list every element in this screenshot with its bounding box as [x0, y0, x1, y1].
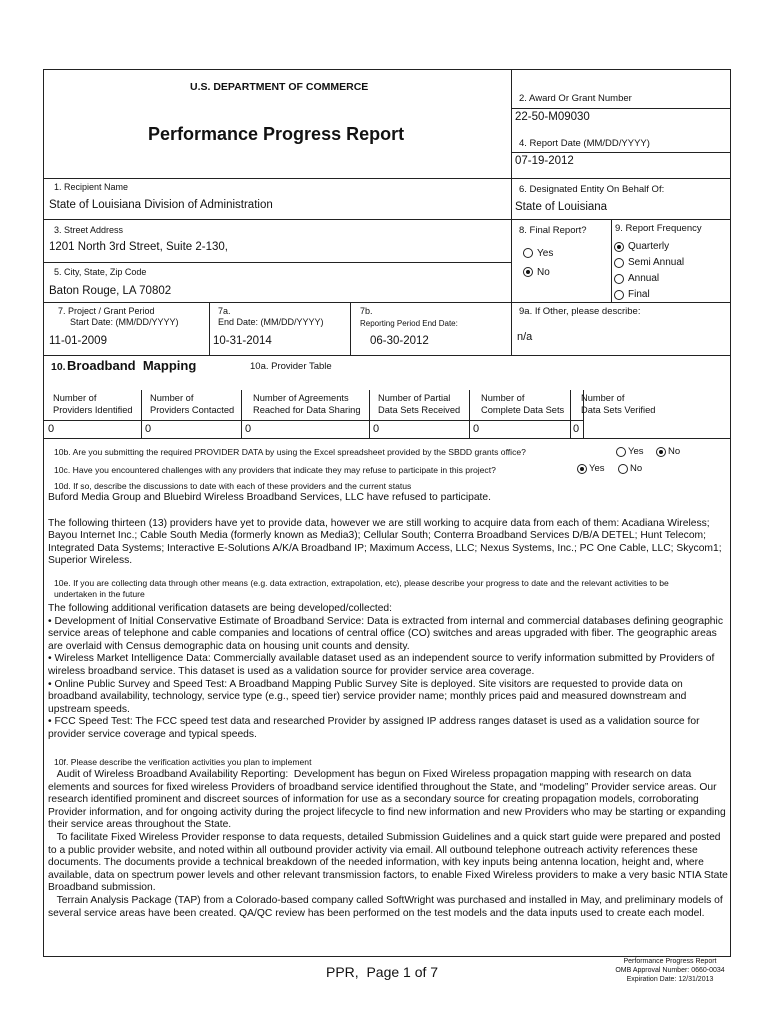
rule-provider-col-3	[369, 390, 370, 438]
city-state-zip-label: 5. City, State, Zip Code	[54, 267, 147, 277]
final-report-yes-radio[interactable]	[523, 248, 533, 258]
q10c-yes-label: Yes	[589, 463, 605, 474]
q10c-no-radio[interactable]	[618, 464, 628, 474]
col-providers-identified-line1: Number of	[53, 393, 97, 403]
rule-provider-col-5	[570, 390, 571, 438]
rule-provider-col-2	[241, 390, 242, 438]
report-date-label: 4. Report Date (MM/DD/YYYY)	[519, 138, 650, 149]
page-number: PPR, Page 1 of 7	[326, 964, 439, 980]
question-10c: 10c. Have you encountered challenges with any providers that indicate they may refuse to participate in this project?	[54, 465, 496, 475]
rule-provider-col-4	[469, 390, 470, 438]
col-agreements-line1: Number of Agreements	[253, 393, 349, 403]
answer-10e[interactable]	[48, 603, 728, 742]
recipient-name-value[interactable]: State of Louisiana Division of Administration	[49, 199, 273, 211]
question-10d: 10d. If so, describe the discussions to date with each of these providers and the current status	[54, 481, 412, 491]
col-verified-sets-line2: Data Sets Verified	[581, 405, 656, 415]
street-address-label: 3. Street Address	[54, 225, 124, 235]
end-date-label-line2: End Date: (MM/DD/YYYY)	[218, 317, 324, 327]
footer-omb-number: OMB Approval Number: 0660-0034	[615, 967, 725, 974]
value-providers-contacted[interactable]: 0	[145, 423, 152, 435]
start-date-label-line1: 7. Project / Grant Period	[58, 306, 155, 316]
frequency-quarterly-radio[interactable]	[614, 242, 624, 252]
final-report-no-radio[interactable]	[523, 267, 533, 277]
street-address-value[interactable]: 1201 North 3rd Street, Suite 2-130,	[49, 241, 228, 253]
q10b-yes-label: Yes	[628, 446, 644, 457]
answer-10f-audit: Audit of Wireless Broadband Availability Reporting: Development has begun on Fixed Wireless propagation mapping with research on data elements and sources for fixed wireless Providers of broadband service identified throughout the State, and “modeling” Provider service areas. Our research identified prominent and discreet sources of information for use as a secondary source for creating propagation models, corroborating Provider information, and for ongoing activity during the project lifecycle to find new information and new Providers who may be starting or expanding their service areas throughout the State.	[48, 769, 729, 831]
other-describe-label: 9a. If Other, please describe:	[519, 306, 641, 317]
answer-10e-estimate: • Development of Initial Conservative Estimate of Broadband Service: Data is extracted from internal and commercial databases defining geographic service areas of telephone and cable companies and locations of central office (CO) switches and areas upgraded with fiber. The geographic areas are overlaid with Census demographic data on housing unit counts and density.	[48, 615, 723, 652]
rule-award-value-top	[511, 108, 731, 109]
value-verified-sets[interactable]: 0	[573, 423, 580, 435]
rule-frequency-column	[611, 219, 612, 302]
value-complete-sets[interactable]: 0	[473, 423, 480, 435]
frequency-quarterly-label: Quarterly	[628, 241, 670, 252]
award-number-value[interactable]: 22-50-M09030	[515, 111, 590, 123]
award-number-label: 2. Award Or Grant Number	[519, 93, 632, 104]
department-name: U.S. DEPARTMENT OF COMMERCE	[190, 81, 369, 93]
frequency-semi-annual-radio[interactable]	[614, 258, 624, 268]
value-partial-sets[interactable]: 0	[373, 423, 380, 435]
reporting-period-label-line1: 7b.	[360, 306, 373, 316]
answer-10f-terrain: Terrain Analysis Package (TAP) from a Colorado-based company called SoftWright was purchased and installed in May, and preliminary models of several service areas have been created. QA/QC review has been performed on the test models and the data inputs used to create each model.	[48, 894, 726, 919]
final-report-no-label: No	[537, 267, 550, 278]
rule-street-bottom	[43, 262, 511, 263]
col-providers-contacted-line1: Number of	[150, 393, 194, 403]
answer-10d-refused: Buford Media Group and Bluebird Wireless Broadband Services, LLC have refused to participate.	[48, 492, 492, 503]
value-providers-identified[interactable]: 0	[48, 423, 55, 435]
other-describe-value[interactable]: n/a	[517, 331, 533, 343]
answer-10d[interactable]	[48, 492, 728, 568]
recipient-name-label: 1. Recipient Name	[54, 182, 129, 192]
answer-10e-fcc: • FCC Speed Test: The FCC speed test data and researched Provider by assigned IP address ranges dataset is used as a validation source for provider service coverage and typical speeds.	[48, 716, 700, 740]
col-providers-identified-line2: Providers Identified	[53, 405, 133, 415]
value-agreements[interactable]: 0	[245, 423, 252, 435]
col-agreements-line2: Reached for Data Sharing	[253, 405, 361, 415]
section-10-number: 10.	[51, 361, 66, 373]
frequency-semi-annual-label: Semi Annual	[628, 257, 685, 268]
rule-period-bottom	[43, 355, 731, 356]
city-state-zip-value[interactable]: Baton Rouge, LA 70802	[49, 285, 172, 297]
reporting-period-label-line2: Reporting Period End Date:	[360, 319, 458, 328]
designated-entity-label: 6. Designated Entity On Behalf Of:	[519, 184, 665, 195]
q10b-yes-radio[interactable]	[616, 447, 626, 457]
designated-entity-value[interactable]: State of Louisiana	[515, 201, 608, 213]
frequency-annual-radio[interactable]	[614, 274, 624, 284]
footer-report-name: Performance Progress Report	[623, 958, 717, 965]
col-partial-sets-line2: Data Sets Received	[378, 405, 461, 415]
col-complete-sets-line2: Complete Data Sets	[481, 405, 565, 415]
answer-10f[interactable]	[48, 769, 731, 920]
rule-right-column	[511, 69, 512, 355]
rule-date-value-top	[511, 152, 731, 153]
q10b-no-label: No	[668, 446, 681, 457]
section-10-title: Broadband Mapping	[67, 358, 197, 373]
rule-period-col-1	[209, 302, 210, 355]
footer-expiration: Expiration Date: 12/31/2013	[626, 976, 714, 983]
question-10f: 10f. Please describe the verification activities you plan to implement	[54, 757, 312, 767]
end-date-value[interactable]: 10-31-2014	[213, 335, 272, 347]
col-verified-sets-line1: Number of	[581, 393, 625, 403]
answer-10d-pending: The following thirteen (13) providers have yet to provide data, however we are still working to acquire data from each of them: Acadiana Wireless; Bayou Internet Inc.; Cable South Media (formerly known as Media3); Cellular South; Conterra Broadband Services D/B/A DETEL; Hunt Telecom; Integrated Data Systems; Interactive E-Solutions A/K/A Broadband IP; Maximum Access, LLC; Nexus Systems, Inc.; PC One Cable, LLC; Skycom1; Superior Wireless.	[48, 517, 722, 567]
rule-header-bottom	[43, 178, 731, 179]
rule-period-col-2	[350, 302, 351, 355]
col-partial-sets-line1: Number of Partial	[378, 393, 451, 403]
col-complete-sets-line1: Number of	[481, 393, 525, 403]
report-frequency-label: 9. Report Frequency	[615, 223, 702, 234]
q10c-yes-radio[interactable]	[577, 464, 587, 474]
frequency-final-radio[interactable]	[614, 290, 624, 300]
q10c-no-label: No	[630, 463, 643, 474]
page-title: Performance Progress Report	[148, 124, 405, 144]
end-date-label-line1: 7a.	[218, 306, 231, 316]
final-report-label: 8. Final Report?	[519, 225, 587, 236]
frequency-final-label: Final	[628, 289, 650, 300]
rule-recipient-bottom	[43, 219, 731, 220]
start-date-label-line2: Start Date: (MM/DD/YYYY)	[70, 317, 179, 327]
answer-10f-facilitate: To facilitate Fixed Wireless Provider response to data requests, detailed Submission Guidelines and a quick start guide were prepared and posted to a public provider website, and noted within all outbound provider activity via email. All outbound telephone outreach activity references these documents. The documents provide a technical breakdown of the needed information, with key inputs being antenna location, height and, where available, data on spectrum power levels and other relevant transmission factors, to enable Fixed Wireless providers to make a very basic NTIA State Broadband submission.	[48, 831, 731, 894]
col-providers-contacted-line2: Providers Contacted	[150, 405, 235, 415]
rule-address-bottom	[43, 302, 731, 303]
final-report-yes-label: Yes	[537, 248, 554, 259]
report-date-value[interactable]: 07-19-2012	[515, 155, 574, 167]
reporting-period-value[interactable]: 06-30-2012	[370, 335, 429, 347]
question-10b: 10b. Are you submitting the required PROVIDER DATA by using the Excel spreadsheet provided by the SBDD grants office?	[54, 447, 526, 457]
rule-provider-header-bottom	[43, 420, 583, 421]
answer-10e-wireless: • Wireless Market Intelligence Data: Commercially available dataset used as an independent source to verify information submitted by Providers of wireless broadband service. This dataset is used as a validation source for provider service area coverage.	[48, 653, 715, 677]
answer-10e-survey: • Online Public Survey and Speed Test: A Broadband Mapping Public Survey Site is deployed. Site visitors are requested to provide data on broadband availability, technology, service type (e.g., speed tier) service provider name; monthly prices paid and measured downstream and upstream speeds.	[48, 678, 687, 715]
answer-10e-intro: The following additional verification datasets are being developed/collected:	[48, 603, 393, 614]
q10b-no-radio[interactable]	[656, 447, 666, 457]
start-date-value[interactable]: 11-01-2009	[49, 335, 107, 347]
rule-provider-col-1	[141, 390, 142, 438]
rule-provider-table-bottom	[43, 438, 731, 439]
frequency-annual-label: Annual	[628, 273, 660, 284]
provider-table-label: 10a. Provider Table	[250, 361, 332, 372]
question-10e: 10e. If you are collecting data through other means (e.g. data extraction, extrapolation, etc), please describe your progress to date and the relevant activities to be undertaken in the future	[54, 578, 669, 599]
